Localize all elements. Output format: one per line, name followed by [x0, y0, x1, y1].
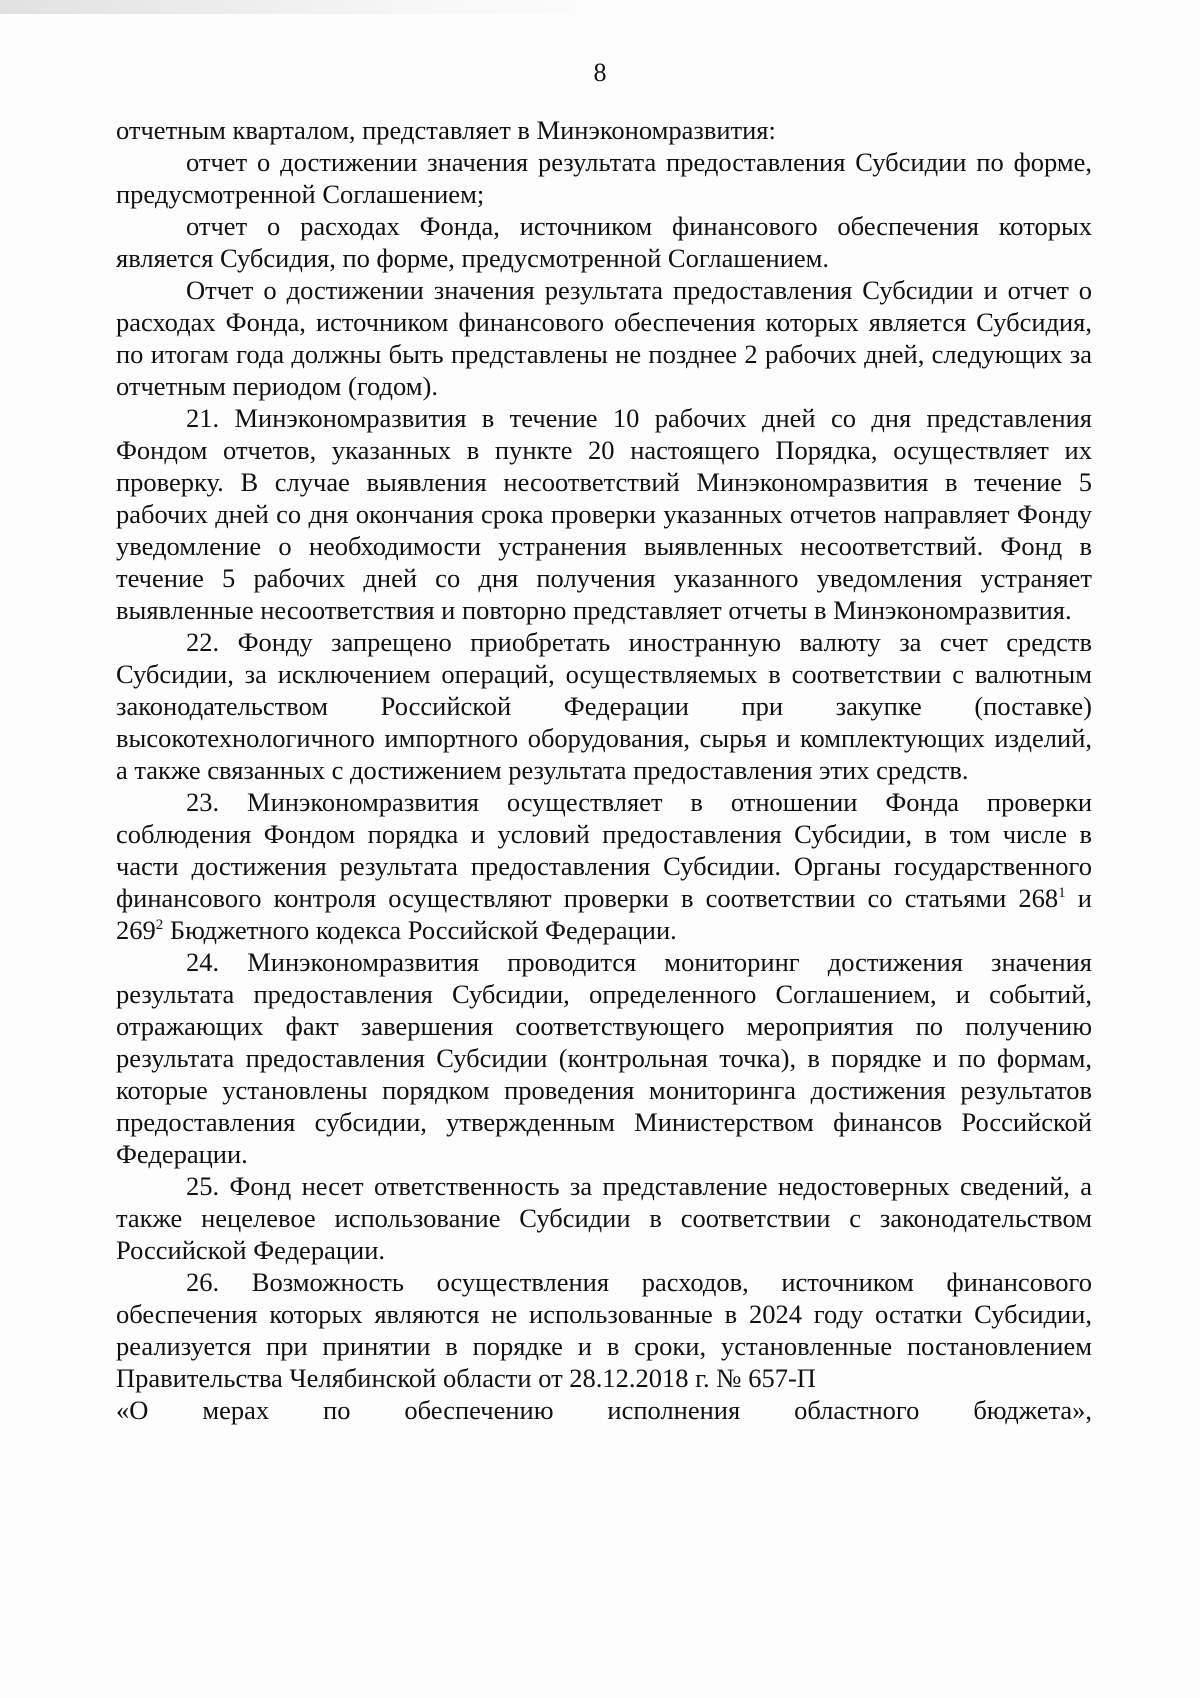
last-line-word: бюджета»,	[973, 1395, 1092, 1425]
paragraph-23-part1: 23. Минэкономразвития осуществляет в отношении Фонда проверки соблюдения Фондом порядка и условий предоставления Субсидии, в том числе в части достижения результата предоставления Субсидии. Органы государственного финансового контроля осуществляют проверки в соответствии со статьями 268	[116, 787, 1092, 913]
last-line-word: обеспечению	[404, 1395, 554, 1425]
paragraph-26: 26. Возможность осуществления расходов, источником финансового обеспечения которых являются не использованные в 2024 году остатки Субсидии, реализуется при принятии в порядке и в сроки, установленные постановлением Правительства Челябинской области от 28.12.2018 г. № 657-П	[116, 1267, 1092, 1393]
last-line-word: мерах	[202, 1395, 270, 1425]
paragraph-21: 21. Минэкономразвития в течение 10 рабочих дней со дня представления Фондом отчетов, указанных в пункте 20 настоящего Порядка, осуществляет их проверку. В случае выявления несоответствий Минэкономразвития в течение 5 рабочих дней со дня окончания срока проверки указанных отчетов направляет Фонду уведомление о необходимости устранения выявленных несоответствий. Фонд в течение 5 рабочих дней со дня получения указанного уведомления устраняет выявленные несоответствия и повторно представляет отчеты в Минэкономразвития.	[116, 403, 1092, 625]
document-body	[116, 114, 1092, 1426]
paragraph-continuation: отчетным кварталом, представляет в Минэкономразвития:	[116, 115, 776, 145]
paragraph-25: 25. Фонд несет ответственность за представление недостоверных сведений, а также нецелевое использование Субсидии в соответствии с законодательством Российской Федерации.	[116, 1171, 1092, 1265]
superscript-1: 1	[1058, 885, 1066, 902]
scan-artifact	[0, 0, 640, 14]
paragraph-report-expenses: отчет о расходах Фонда, источником финансового обеспечения которых является Субсидия, по форме, предусмотренной Соглашением.	[116, 211, 1092, 273]
paragraph-23-part3: Бюджетного кодекса Российской Федерации.	[163, 915, 677, 945]
last-line-word: областного	[794, 1395, 920, 1425]
paragraph-26-last-line	[116, 1394, 1092, 1426]
last-line-word: по	[323, 1395, 351, 1425]
last-line-word: «О	[116, 1395, 149, 1425]
page-number: 8	[593, 58, 607, 87]
superscript-2: 2	[155, 917, 164, 934]
paragraph-23	[116, 786, 1092, 946]
paragraph-report-result: отчет о достижении значения результата предоставления Субсидии по форме, предусмотренной Соглашением;	[116, 147, 1092, 209]
paragraph-23-part2: и 269	[116, 883, 1092, 945]
paragraph-22: 22. Фонду запрещено приобретать иностранную валюту за счет средств Субсидии, за исключением операций, осуществляемых в соответствии с валютным законодательством Российской Федерации при закупке (поставке) высокотехнологичного импортного оборудования, сырья и комплектующих изделий, а также связанных с достижением результата предоставления этих средств.	[116, 627, 1092, 785]
last-line-word: исполнения	[607, 1395, 741, 1425]
paragraph-24: 24. Минэкономразвития проводится мониторинг достижения значения результата предоставления Субсидии, определенного Соглашением, и событий, отражающих факт завершения соответствующего мероприятия по получению результата предоставления Субсидии (контрольная точка), в порядке и по формам, которые установлены порядком проведения мониторинга достижения результатов предоставления субсидии, утвержденным Министерством финансов Российской Федерации.	[116, 947, 1092, 1169]
paragraph-annual-report: Отчет о достижении значения результата предоставления Субсидии и отчет о расходах Фонда, источником финансового обеспечения которых является Субсидия, по итогам года должны быть представлены не позднее 2 рабочих дней, следующих за отчетным периодом (годом).	[116, 275, 1092, 401]
